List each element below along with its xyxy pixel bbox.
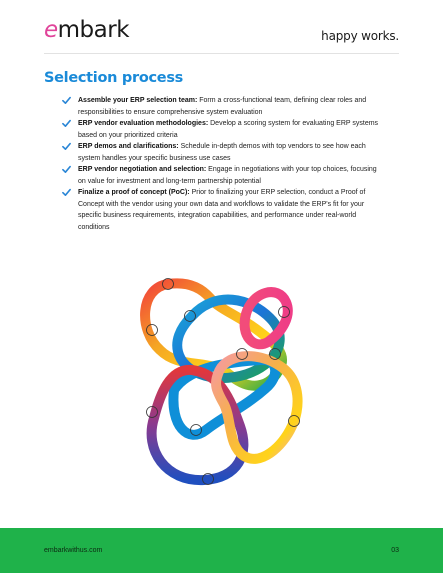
- footer-url[interactable]: embarkwithus.com: [44, 547, 103, 554]
- check-icon: [62, 165, 71, 174]
- item-title: Finalize a proof of concept (PoC):: [78, 189, 190, 196]
- item-body: Schedule in-depth demos with top vendors to see how each system handles your specific business use cases: [78, 143, 366, 162]
- list-item: [62, 95, 380, 118]
- check-icon: [62, 119, 71, 128]
- check-icon: [62, 142, 71, 151]
- item-title: ERP vendor negotiation and selection:: [78, 166, 207, 173]
- list-item: [62, 187, 380, 233]
- interlocking-loops-illustration: [120, 270, 330, 495]
- tagline: happy works.: [321, 29, 399, 43]
- list-item: [62, 141, 380, 164]
- list-item: [62, 164, 380, 187]
- check-icon: [62, 96, 71, 105]
- item-title: ERP vendor evaluation methodologies:: [78, 120, 209, 127]
- item-body: Engage in negotiations with your top choices, focusing on value for investment and long-term partnership potential: [78, 166, 377, 185]
- page-footer: [0, 528, 443, 573]
- item-body: Develop a scoring system for evaluating ERP systems based on your prioritized criteria: [78, 120, 379, 139]
- logo-e: e: [44, 17, 58, 43]
- page-header: [0, 0, 443, 56]
- page-number: 03: [391, 547, 399, 554]
- logo-wordmark: mbark: [57, 17, 130, 43]
- selection-steps-list: [62, 95, 380, 233]
- embark-logo: [44, 19, 129, 42]
- item-title: ERP demos and clarifications:: [78, 143, 179, 150]
- check-icon: [62, 188, 71, 197]
- item-body: Form a cross-functional team, defining clear roles and responsibilities to ensure comprehensive system evaluation: [78, 97, 367, 116]
- section-title: Selection process: [44, 70, 183, 86]
- list-item: [62, 118, 380, 141]
- item-body: Prior to finalizing your ERP selection, conduct a Proof of Concept with the vendor using your own data and workflows to validate the ERP's fit for your specific business requirements, integration capabilities, and performance under real-world conditions: [78, 189, 366, 231]
- item-title: Assemble your ERP selection team:: [78, 97, 198, 104]
- header-divider: [44, 53, 399, 54]
